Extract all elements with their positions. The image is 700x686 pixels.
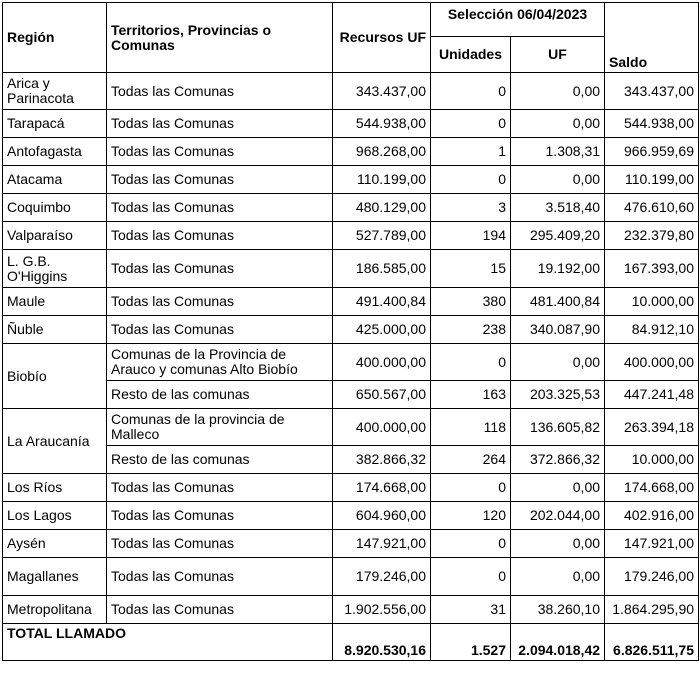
uf-cell: 38.260,10 [511,596,605,624]
units-cell: 0 [431,344,511,381]
header-units: Unidades [431,37,511,73]
total-uf: 2.094.018,42 [511,624,605,661]
units-cell: 3 [431,194,511,222]
region-cell: Arica y Parinacota [3,73,107,110]
table-row [3,73,699,110]
table-row [3,474,699,502]
table-row [3,316,699,344]
table-row [3,409,699,446]
resources-cell: 480.129,00 [333,194,431,222]
uf-cell: 19.192,00 [511,250,605,288]
region-cell: La Araucanía [3,409,107,474]
table-row [3,558,699,596]
table-row [3,596,699,624]
region-cell: Maule [3,288,107,316]
resources-cell: 968.268,00 [333,138,431,166]
header-resources: Recursos UF [333,3,431,73]
uf-cell: 0,00 [511,558,605,596]
table-row [3,110,699,138]
table-row [3,446,699,474]
territory-cell: Todas las Comunas [107,222,333,250]
balance-cell: 544.938,00 [605,110,699,138]
balance-cell: 10.000,00 [605,288,699,316]
units-cell: 194 [431,222,511,250]
units-cell: 120 [431,502,511,530]
resources-cell: 382.866,32 [333,446,431,474]
territory-cell: Todas las Comunas [107,166,333,194]
table-row [3,250,699,288]
region-cell: L. G.B. O'Higgins [3,250,107,288]
units-cell: 0 [431,558,511,596]
resources-cell: 527.789,00 [333,222,431,250]
units-cell: 238 [431,316,511,344]
region-cell: Los Ríos [3,474,107,502]
region-cell: Magallanes [3,558,107,596]
territory-cell: Todas las Comunas [107,530,333,558]
balance-cell: 167.393,00 [605,250,699,288]
table-row [3,288,699,316]
units-cell: 0 [431,73,511,110]
total-units: 1.527 [431,624,511,661]
resources-cell: 110.199,00 [333,166,431,194]
header-row-top [3,3,699,37]
territory-cell: Todas las Comunas [107,288,333,316]
region-cell: Tarapacá [3,110,107,138]
region-cell: Los Lagos [3,502,107,530]
balance-cell: 343.437,00 [605,73,699,110]
territory-cell: Todas las Comunas [107,596,333,624]
resources-cell: 174.668,00 [333,474,431,502]
units-cell: 0 [431,474,511,502]
uf-cell: 3.518,40 [511,194,605,222]
uf-cell: 295.409,20 [511,222,605,250]
units-cell: 264 [431,446,511,474]
uf-cell: 372.866,32 [511,446,605,474]
units-cell: 0 [431,110,511,138]
territory-cell: Todas las Comunas [107,316,333,344]
balance-cell: 400.000,00 [605,344,699,381]
balance-cell: 263.394,18 [605,409,699,446]
table-row [3,344,699,381]
uf-cell: 1.308,31 [511,138,605,166]
balance-cell: 232.379,80 [605,222,699,250]
total-label: TOTAL LLAMADO [3,624,333,661]
total-resources: 8.920.530,16 [333,624,431,661]
units-cell: 31 [431,596,511,624]
table-row [3,166,699,194]
resources-cell: 1.902.556,00 [333,596,431,624]
resources-cell: 343.437,00 [333,73,431,110]
resources-cell: 425.000,00 [333,316,431,344]
uf-cell: 340.087,90 [511,316,605,344]
balance-cell: 402.916,00 [605,502,699,530]
territory-cell: Todas las Comunas [107,73,333,110]
resources-cell: 186.585,00 [333,250,431,288]
uf-cell: 0,00 [511,110,605,138]
resources-cell: 147.921,00 [333,530,431,558]
total-balance: 6.826.511,75 [605,624,699,661]
resources-cell: 544.938,00 [333,110,431,138]
units-cell: 15 [431,250,511,288]
resources-cell: 604.960,00 [333,502,431,530]
uf-cell: 0,00 [511,530,605,558]
resources-cell: 400.000,00 [333,344,431,381]
territory-cell: Todas las Comunas [107,474,333,502]
territory-cell: Resto de las comunas [107,446,333,474]
uf-cell: 136.605,82 [511,409,605,446]
table-row [3,502,699,530]
table-row [3,381,699,409]
region-cell: Metropolitana [3,596,107,624]
region-cell: Atacama [3,166,107,194]
uf-cell: 203.325,53 [511,381,605,409]
region-cell: Biobío [3,344,107,409]
table-row [3,530,699,558]
region-cell: Ñuble [3,316,107,344]
units-cell: 0 [431,530,511,558]
header-territory: Territorios, Provincias o Comunas [107,3,333,73]
balance-cell: 174.668,00 [605,474,699,502]
header-uf: UF [511,37,605,73]
balance-cell: 147.921,00 [605,530,699,558]
territory-cell: Todas las Comunas [107,194,333,222]
uf-cell: 0,00 [511,166,605,194]
balance-cell: 10.000,00 [605,446,699,474]
table-row [3,194,699,222]
units-cell: 0 [431,166,511,194]
territory-cell: Todas las Comunas [107,138,333,166]
region-cell: Aysén [3,530,107,558]
table-row [3,138,699,166]
balance-cell: 476.610,60 [605,194,699,222]
header-region: Región [3,3,107,73]
uf-cell: 0,00 [511,344,605,381]
resources-cell: 179.246,00 [333,558,431,596]
total-row [3,624,699,661]
uf-cell: 202.044,00 [511,502,605,530]
units-cell: 118 [431,409,511,446]
territory-cell: Resto de las comunas [107,381,333,409]
territory-cell: Todas las Comunas [107,250,333,288]
territory-cell: Todas las Comunas [107,558,333,596]
allocation-table [2,2,699,661]
uf-cell: 0,00 [511,73,605,110]
territory-cell: Todas las Comunas [107,502,333,530]
units-cell: 1 [431,138,511,166]
header-selection: Selección 06/04/2023 [431,3,605,37]
units-cell: 380 [431,288,511,316]
resources-cell: 650.567,00 [333,381,431,409]
resources-cell: 400.000,00 [333,409,431,446]
uf-cell: 481.400,84 [511,288,605,316]
region-cell: Valparaíso [3,222,107,250]
units-cell: 163 [431,381,511,409]
territory-cell: Comunas de la Provincia de Arauco y comunas Alto Biobío [107,344,333,381]
region-cell: Coquimbo [3,194,107,222]
balance-cell: 84.912,10 [605,316,699,344]
balance-cell: 179.246,00 [605,558,699,596]
balance-cell: 447.241,48 [605,381,699,409]
balance-cell: 1.864.295,90 [605,596,699,624]
balance-cell: 966.959,69 [605,138,699,166]
balance-cell: 110.199,00 [605,166,699,194]
resources-cell: 491.400,84 [333,288,431,316]
header-balance: Saldo [605,3,699,73]
region-cell: Antofagasta [3,138,107,166]
territory-cell: Todas las Comunas [107,110,333,138]
uf-cell: 0,00 [511,474,605,502]
table-row [3,222,699,250]
territory-cell: Comunas de la provincia de Malleco [107,409,333,446]
